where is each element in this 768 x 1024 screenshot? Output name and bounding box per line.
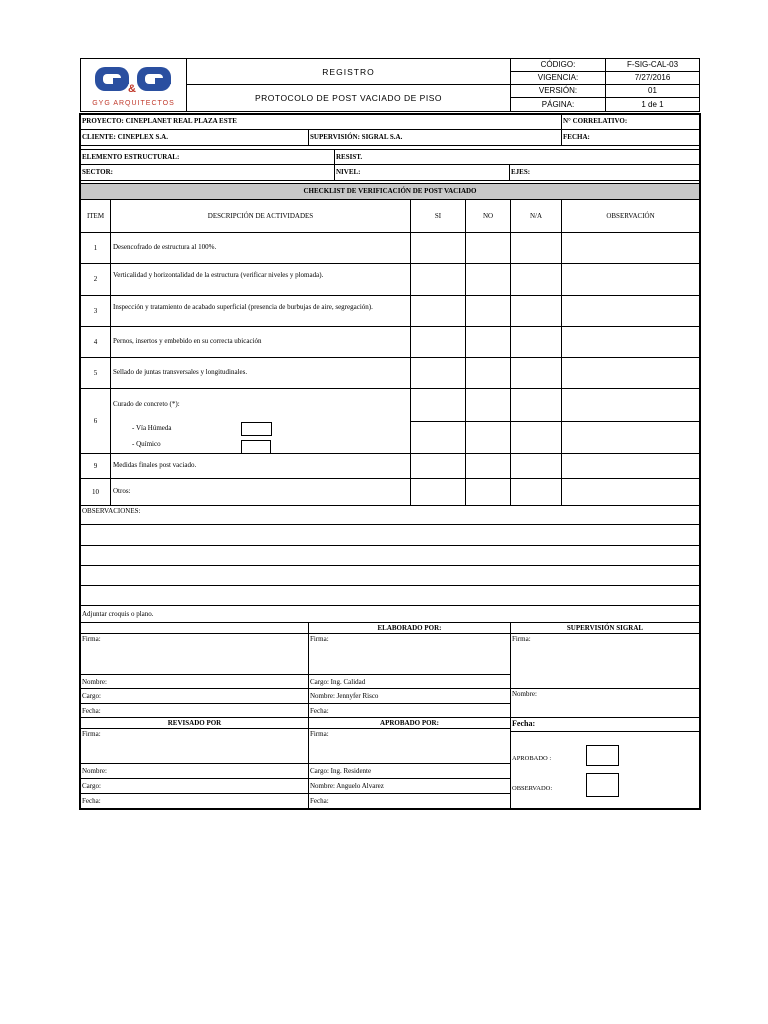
fecha-field: FECHA: [561, 129, 700, 146]
fecha-label: Fecha: [310, 707, 329, 715]
row-obs-6a[interactable] [561, 388, 700, 422]
row-na-4[interactable] [510, 326, 562, 358]
fecha-label: Fecha: [310, 797, 329, 805]
col-item: ITEM [80, 199, 111, 233]
observado-label: OBSERVADO: [512, 785, 553, 792]
row-na-10[interactable] [510, 478, 562, 506]
row-desc-3: Inspección y tratamiento de acabado superficial (presencia de burbujas de aire, segregación). [110, 295, 411, 327]
cargo-label: Cargo: [82, 692, 101, 700]
meta-label-codigo: CÓDIGO: [510, 58, 606, 72]
logo-mark [95, 65, 173, 95]
row-no-4[interactable] [465, 326, 511, 358]
row-na-9[interactable] [510, 453, 562, 479]
observaciones-line-3[interactable] [80, 565, 700, 586]
row-no-3[interactable] [465, 295, 511, 327]
resist-field: RESIST. [334, 149, 700, 165]
nombre-label: Nombre: [82, 767, 107, 775]
correlativo-field: N° CORRELATIVO: [561, 114, 700, 130]
firma-elaborado[interactable] [308, 633, 511, 675]
row-na-6a[interactable] [510, 388, 562, 422]
adjuntar-label: Adjuntar croquis o plano. [82, 610, 154, 618]
firma-label: Firma: [82, 730, 101, 738]
row-obs-6b[interactable] [561, 421, 700, 454]
nivel-field: NIVEL: [334, 164, 510, 181]
row-no-5[interactable] [465, 357, 511, 389]
nombre-left-1[interactable] [80, 674, 309, 689]
firma-aprobado[interactable] [308, 728, 511, 764]
meta-label-pagina: PÁGINA: [510, 97, 606, 112]
supervision-sigral-header: SUPERVISIÓN SIGRAL [510, 622, 700, 634]
meta-value-version: 01 [605, 84, 700, 98]
row-no-10[interactable] [465, 478, 511, 506]
nombre-supervision[interactable] [510, 688, 700, 718]
row-si-3[interactable] [410, 295, 466, 327]
ejes-field: EJES: [509, 164, 700, 181]
row-na-6b[interactable] [510, 421, 562, 454]
row-si-5[interactable] [410, 357, 466, 389]
fecha-supervision[interactable] [510, 717, 700, 732]
fecha-sup-label: Fecha: [512, 719, 536, 728]
row-desc-9: Medidas finales post vaciado. [110, 453, 411, 479]
row-no-6b[interactable] [465, 421, 511, 454]
elaborado-por-header: ELABORADO POR: [308, 622, 511, 634]
document-title: PROTOCOLO DE POST VACIADO DE PISO [254, 93, 442, 103]
registro-cell [186, 58, 511, 85]
fecha-label: Fecha: [82, 797, 101, 805]
row-desc-10: Otros: [110, 478, 411, 506]
header-logo-cell [80, 58, 187, 112]
fecha-label: Fecha: [82, 707, 101, 715]
sector-field: SECTOR: [80, 164, 335, 181]
cliente-field: CLIENTE: CINEPLEX S.A. [80, 129, 309, 146]
gyg-logo-icon [95, 65, 173, 95]
row-desc-2: Verticalidad y horizontalidad de la estructura (verificar niveles y plomada). [110, 263, 411, 296]
row-item-9: 9 [80, 453, 111, 479]
quimico-checkbox[interactable] [241, 440, 271, 454]
observaciones-line-4[interactable] [80, 585, 700, 606]
firma-label: Firma: [310, 635, 329, 643]
firma-revisado[interactable] [80, 728, 309, 764]
row-si-2[interactable] [410, 263, 466, 296]
cargo-left-1[interactable] [80, 688, 309, 704]
row-obs-2[interactable] [561, 263, 700, 296]
row-si-10[interactable] [410, 478, 466, 506]
row-obs-1[interactable] [561, 232, 700, 264]
cargo-revisado[interactable] [80, 778, 309, 794]
row-obs-4[interactable] [561, 326, 700, 358]
row-item-6: 6 [80, 388, 111, 454]
row-si-6a[interactable] [410, 388, 466, 422]
row-item-3: 3 [80, 295, 111, 327]
row-no-2[interactable] [465, 263, 511, 296]
fecha-elaborado[interactable] [308, 703, 511, 718]
row-obs-5[interactable] [561, 357, 700, 389]
row-desc-1: Desencofrado de estructura al 100%. [110, 232, 411, 264]
col-observacion: OBSERVACIÓN [561, 199, 700, 233]
row-item-1: 1 [80, 232, 111, 264]
estado-panel [510, 731, 700, 810]
nombre-anguelo-label: Nombre: Anguelo Alvarez [310, 782, 384, 790]
via-humeda-label: - Vía Húmeda [132, 424, 172, 432]
proyecto-field: PROYECTO: CINEPLANET REAL PLAZA ESTE [80, 114, 562, 130]
row-item-10: 10 [80, 478, 111, 506]
svg-text:&: & [128, 83, 136, 95]
fecha-left-1[interactable] [80, 703, 309, 718]
aprobado-label: APROBADO : [512, 755, 552, 762]
row-na-1[interactable] [510, 232, 562, 264]
meta-label-version: VERSIÓN: [510, 84, 606, 98]
observaciones-label: OBSERVACIONES: [82, 507, 141, 515]
row-si-9[interactable] [410, 453, 466, 479]
firma-label: Firma: [82, 635, 101, 643]
firma-label: Firma: [310, 730, 329, 738]
logo-text: GYG ARQUITECTOS [92, 100, 175, 107]
nombre-elaborado[interactable] [308, 688, 511, 704]
row-si-6b[interactable] [410, 421, 466, 454]
cargo-residente-label: Cargo: Ing. Residente [310, 767, 372, 775]
quimico-label: - Químico [132, 440, 161, 448]
nombre-label: Nombre: [512, 690, 537, 698]
firma-supervision[interactable] [510, 633, 700, 689]
row-desc-5: Sellado de juntas transversales y longitudinales. [110, 357, 411, 389]
meta-value-codigo: F-SIG-CAL-03 [605, 58, 700, 72]
row-obs-10[interactable] [561, 478, 700, 506]
row-si-4[interactable] [410, 326, 466, 358]
firma-label: Firma: [512, 635, 531, 643]
fecha-aprobado[interactable] [308, 793, 511, 810]
supervision-field: SUPERVISIÓN: SIGRAL S.A. [308, 129, 562, 146]
row-desc-6 [110, 388, 411, 454]
row-obs-3[interactable] [561, 295, 700, 327]
col-na: N/A [510, 199, 562, 233]
row-no-1[interactable] [465, 232, 511, 264]
nombre-label: Nombre: [82, 678, 107, 686]
row-si-1[interactable] [410, 232, 466, 264]
aprobado-checkbox[interactable] [586, 745, 619, 766]
row-na-5[interactable] [510, 357, 562, 389]
adjuntar-row [80, 605, 700, 623]
revisado-por-header: REVISADO POR [80, 717, 309, 729]
row-item-4: 4 [80, 326, 111, 358]
observado-checkbox[interactable] [586, 773, 619, 797]
meta-label-vigencia: VIGENCIA: [510, 71, 606, 85]
checklist-title: CHECKLIST DE VERIFICACIÓN DE POST VACIADO [80, 183, 700, 200]
row-desc-4: Pernos, insertos y embebido en su correcta ubicación [110, 326, 411, 358]
row-no-6a[interactable] [465, 388, 511, 422]
document-title-cell [186, 84, 511, 112]
nombre-revisado[interactable] [80, 763, 309, 779]
row-obs-9[interactable] [561, 453, 700, 479]
registro-label: REGISTRO [322, 67, 375, 77]
elemento-field: ELEMENTO ESTRUCTURAL: [80, 149, 335, 165]
row-item-5: 5 [80, 357, 111, 389]
cargo-elaborado[interactable] [308, 674, 511, 689]
meta-value-pagina: 1 de 1 [605, 97, 700, 112]
observaciones-line-2[interactable] [80, 545, 700, 566]
row-na-2[interactable] [510, 263, 562, 296]
curado-label: Curado de concreto (*): [113, 400, 180, 408]
col-no: NO [465, 199, 511, 233]
col-descripcion: DESCRIPCIÓN DE ACTIVIDADES [110, 199, 411, 233]
meta-value-vigencia: 7/27/2016 [605, 71, 700, 85]
observaciones-header[interactable] [80, 505, 700, 525]
observaciones-line-1[interactable] [80, 524, 700, 546]
cargo-label: Cargo: [82, 782, 101, 790]
via-humeda-checkbox[interactable] [241, 422, 272, 436]
cargo-calidad-label: Cargo: Ing. Calidad [310, 678, 366, 686]
cargo-aprobado[interactable] [308, 763, 511, 779]
col-si: SI [410, 199, 466, 233]
nombre-aprobado[interactable] [308, 778, 511, 794]
aprobado-por-header: APROBADO POR: [308, 717, 511, 729]
firma-left-1[interactable] [80, 633, 309, 675]
row-item-2: 2 [80, 263, 111, 296]
row-no-9[interactable] [465, 453, 511, 479]
fecha-revisado[interactable] [80, 793, 309, 810]
row-na-3[interactable] [510, 295, 562, 327]
nombre-jennyfer-label: Nombre: Jennyfer Risco [310, 692, 379, 700]
